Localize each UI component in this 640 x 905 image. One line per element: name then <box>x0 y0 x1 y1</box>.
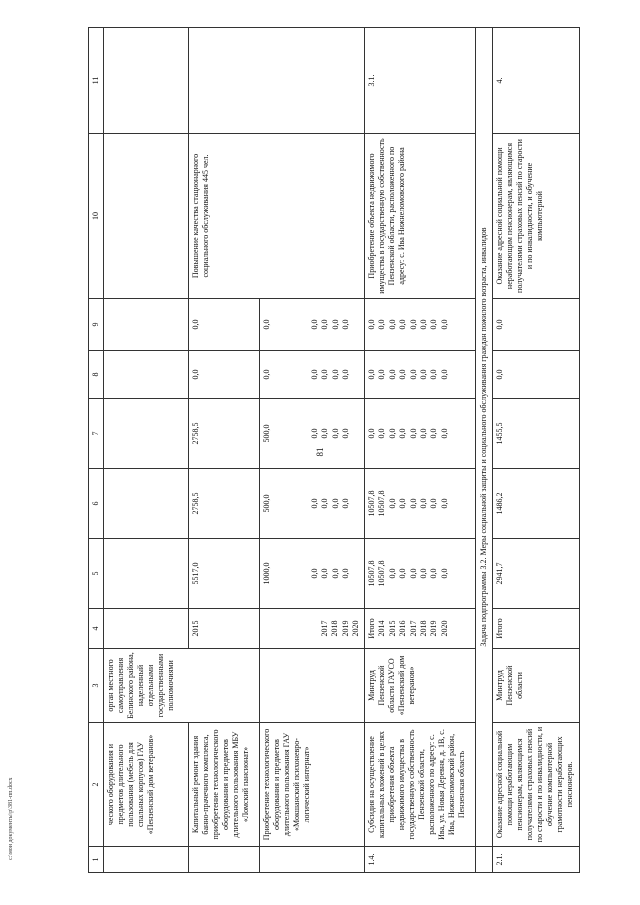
col-header: 7 <box>89 399 104 469</box>
cell-value: 0,0 <box>398 428 408 439</box>
row-target: 3.1. <box>365 28 476 134</box>
cell-value: 0,0 <box>189 299 260 351</box>
col-header: 1 <box>89 847 104 873</box>
cell-value: 0,0 <box>387 498 397 509</box>
cell-value: 0,0 <box>419 498 429 509</box>
year-cell: 2018 <box>330 620 340 637</box>
year-cell: 2017 <box>320 620 329 637</box>
cell-value: 0,0 <box>310 369 319 380</box>
cell-value: 0,0 <box>377 319 387 330</box>
cell-value: 0,0 <box>398 319 408 330</box>
col-header: 3 <box>89 649 104 723</box>
cell-value: 0,0 <box>341 568 351 579</box>
cell-value: 0,0 <box>320 319 330 330</box>
page-number: 81 <box>315 447 325 457</box>
year-cell: Итого <box>367 618 376 639</box>
cell-value: 0,0 <box>429 319 439 330</box>
year-cell: 2017 <box>408 620 418 637</box>
cell-value: 500,0 <box>262 424 271 443</box>
cell-value: 0,0 <box>493 351 580 399</box>
rotated-table-sheet <box>88 28 588 873</box>
year-cell: 2019 <box>429 620 439 637</box>
cell-value: 0,0 <box>341 428 351 439</box>
row-number: 2.1. <box>493 847 580 873</box>
cell-value: 0,0 <box>429 428 439 439</box>
footer-file-path: c:\мои документы\p\381-пп.docx <box>8 777 14 860</box>
year-cell: 2020 <box>439 620 449 637</box>
cell-value: 0,0 <box>387 319 397 330</box>
cell-value: 0,0 <box>377 428 387 439</box>
col-header: 8 <box>89 351 104 399</box>
cell-value: 0,0 <box>398 369 408 380</box>
cell-value: 0,0 <box>330 369 340 380</box>
col-header: 4 <box>89 609 104 649</box>
row-year: 2015 <box>189 609 260 649</box>
cell-value: 0,0 <box>493 299 580 351</box>
cell-value: 0,0 <box>429 568 439 579</box>
cell-value: 0,0 <box>398 568 408 579</box>
cell-value: 0,0 <box>429 369 439 380</box>
cell-value: 0,0 <box>387 428 397 439</box>
cell-value: 2941,7 <box>493 539 580 609</box>
cell-value: 0,0 <box>367 428 376 439</box>
col-header: 5 <box>89 539 104 609</box>
row-target: 4. <box>493 28 580 134</box>
cell-value: 0,0 <box>330 319 340 330</box>
col-header: 9 <box>89 299 104 351</box>
cell-value: 0,0 <box>387 568 397 579</box>
cell-value: 1455,5 <box>493 399 580 469</box>
cell-value: 0,0 <box>419 568 429 579</box>
cell-value: 0,0 <box>330 498 340 509</box>
cell-value: 5517,0 <box>189 539 260 609</box>
header-row <box>89 28 104 873</box>
cell-value: 0,0 <box>439 428 449 439</box>
program-table <box>88 27 580 873</box>
cell-value: 1486,2 <box>493 469 580 539</box>
year-cell: 2014 <box>377 620 387 637</box>
cell-value: 500,0 <box>262 494 271 513</box>
year-cell: 2015 <box>387 620 397 637</box>
cell-value: 0,0 <box>310 319 319 330</box>
row-result: Повышение качества стационарного социального обслуживания 445 чел. <box>189 134 365 299</box>
year-cell: 2016 <box>398 620 408 637</box>
cell-value: 1000,0 <box>262 562 271 585</box>
year-cell: 2019 <box>340 620 350 637</box>
cell-value: 0,0 <box>262 319 271 330</box>
cell-value: 0,0 <box>367 319 376 330</box>
row-name: Субсидия на осуществление капитальных вложений в целях приобретения объекта недвижимого имущества в государственную собственность Пензенской области, расположенного по адресу: с. Ива, ул. Новая Деревня, д. 1В, с. Ива, Нижнеломовский район, Пензенская область <box>365 723 476 847</box>
cell-value: 0,0 <box>310 498 319 509</box>
cell-value: 0,0 <box>262 369 271 380</box>
task-row <box>476 28 493 873</box>
table-row <box>365 28 476 873</box>
cell-value: 0,0 <box>310 428 319 439</box>
col-header: 6 <box>89 469 104 539</box>
cell-value: 0,0 <box>320 568 330 579</box>
cell-value: 0,0 <box>419 319 429 330</box>
cell-value: 0,0 <box>439 369 449 380</box>
cell-value: 0,0 <box>189 351 260 399</box>
row-result: Приобретение объекта недвижимого имущества в государственную собственность Пензенской области, расположенного по адресу: с. Ива Нижнеломовского района <box>365 134 476 299</box>
cell-value: 0,0 <box>408 568 418 579</box>
cell-value: 0,0 <box>341 498 351 509</box>
row-result: Оказание адресной социальной помощи неработающим пенсионерам, являющимся получателями страховых пенсий по старости и по инвалидности, и обучение компьютерной <box>493 134 580 299</box>
row-number: 1.4. <box>365 847 476 873</box>
cell-value: 0,0 <box>419 369 429 380</box>
cell-value: 0,0 <box>387 369 397 380</box>
cell-value: 0,0 <box>330 428 340 439</box>
cell-value: 10507,8 <box>367 560 376 587</box>
cell-value: 10507,8 <box>377 560 387 587</box>
cell-value: 0,0 <box>439 568 449 579</box>
cell-value: 10507,8 <box>367 490 376 517</box>
cell-value: 0,0 <box>341 369 351 380</box>
row-name: Оказание адресной социальной помощи неработающим пенсионерам, являющимся получателями страховых пенсий по старости и по инвалидности, и обучение компьютерной грамотности неработающих пенсионеров. <box>493 723 580 847</box>
cell-value: 0,0 <box>320 369 330 380</box>
row-executor: Минтруд Пензенской области <box>493 649 580 723</box>
cell-value: 10507,8 <box>377 490 387 517</box>
table-row <box>493 28 580 873</box>
row-name: ческого оборудования и предметов длительного пользования (мебель для спальных корпусов) ГАУ «Пензенский дом ветеранов» <box>104 723 189 847</box>
cell-value: 0,0 <box>320 428 330 439</box>
cell-value: 0,0 <box>330 568 340 579</box>
table-row <box>189 28 260 873</box>
row-name: Капитальный ремонт здания банно-прачечного комплекса, приобретение технологического оборудования и предметов длительного пользования МБУ «Ломский пансионат» <box>189 723 260 847</box>
cell-value: 0,0 <box>408 319 418 330</box>
row-executor: Минтруд Пензенской области ГАУСО «Пензенский дом ветеранов» <box>365 649 476 723</box>
cell-value: 2758,5 <box>189 469 260 539</box>
cell-value: 0,0 <box>408 369 418 380</box>
cell-value: 0,0 <box>419 428 429 439</box>
row-year: Итого <box>493 609 580 649</box>
cell-value: 0,0 <box>398 498 408 509</box>
cell-value: 0,0 <box>341 319 351 330</box>
cell-value: 0,0 <box>377 369 387 380</box>
col-header: 11 <box>89 28 104 134</box>
cell-value: 0,0 <box>408 428 418 439</box>
col-header: 2 <box>89 723 104 847</box>
cell-value: 0,0 <box>310 568 319 579</box>
col-header: 10 <box>89 134 104 299</box>
cell-value: 0,0 <box>439 319 449 330</box>
row-executor: орган местного самоуправления Белинского района, наделенный отдельными государственными полномочиями <box>104 649 260 723</box>
cell-value: 0,0 <box>367 369 376 380</box>
row-name: Приобретение технологического оборудования и предметов длительного пользования ГАУ «Мокшанский психоневро-логический интернат» <box>260 723 365 847</box>
cell-value: 2758,5 <box>189 399 260 469</box>
table-row <box>104 28 189 873</box>
cell-value: 0,0 <box>320 498 330 509</box>
cell-value: 0,0 <box>429 498 439 509</box>
task-heading: Задача подпрограммы 3.2. Меры социальной защиты и социального обслуживания граждан пожилого возраста, инвалидов <box>476 28 493 847</box>
year-cell: 2020 <box>351 620 361 637</box>
cell-value: 0,0 <box>408 498 418 509</box>
cell-value: 0,0 <box>439 498 449 509</box>
year-cell: 2018 <box>419 620 429 637</box>
